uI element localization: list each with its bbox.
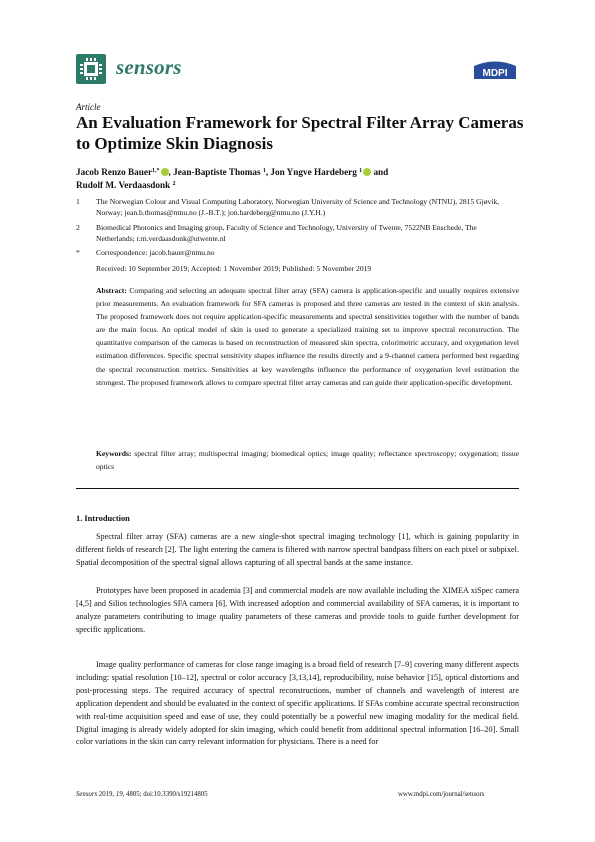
affiliation-text: The Norwegian Colour and Visual Computing Laboratory, Norwegian University of Science and Technology (NTNU), 2815 Gjøvik, Norway; jean.b.thomas@ntnu.no (J.-B.T.); jon.hardeberg@ntnu.no (J.Y.H.) (96, 197, 500, 217)
affiliation-text: Biomedical Photonics and Imaging group, Faculty of Science and Technology, University of Twente, 7522NB Enschede, The Netherlands; r.m.verdaasdonk@utwente.nl (96, 223, 477, 243)
article-type: Article (76, 102, 101, 112)
affiliation-number: 1 (76, 197, 80, 206)
keywords-label: Keywords: (96, 449, 132, 458)
section-divider (76, 488, 519, 489)
affiliation-1 (76, 196, 516, 220)
footer-url[interactable]: www.mdpi.com/journal/sensors (398, 791, 485, 798)
footer-citation (76, 791, 208, 798)
body-paragraph: Image quality performance of cameras for close range imaging is a broad field of research [7–9] covering many different aspects including: spatial resolution [10–12], spectral or color accuracy [3,13,14], reproducibility, noise behavior [15], optical distortions and post-processing steps. The required accuracy of spectral reconstructions, number of channels and wavelength of interest are application dependent and should be evaluated in the context of specific applications. If SFAs combine accurate spectral reconstruction with real-time acquisition speed and ease of use, they could potentially be a powerful new imaging modality for the medical field. Digital imaging is already widely adopted for skin imaging, which could benefit from additional spectral information [16–20]. Small color variations in the skin can carry relevant information for physicians. There is a need for (76, 660, 519, 747)
author-affil-sup: 1 (262, 168, 266, 174)
author-name: Jacob Renzo Bauer (76, 167, 153, 177)
publisher-logo (472, 57, 518, 86)
affiliation-2 (76, 222, 516, 246)
correspondence-marker: * (76, 248, 80, 257)
author-affil-sup: 1 (359, 168, 363, 174)
keywords (96, 447, 519, 473)
author-name: , Jon Yngve Hardeberg (265, 167, 357, 177)
author-conjunction: and (373, 167, 389, 177)
abstract (96, 284, 519, 389)
footer-doi: , 4805; doi:10.3390/s19214805 (122, 791, 208, 798)
keywords-text: spectral filter array; multispectral imaging; biomedical optics; image quality; reflectance spectroscopy; oxygenation; tissue optics (96, 449, 519, 471)
journal-name: sensors (116, 55, 182, 79)
author-affil-sup: 1,* (152, 168, 160, 174)
section-heading: 1. Introduction (76, 514, 130, 523)
abstract-text: Comparing and selecting an adequate spectral filter array (SFA) camera is application-specific and usually requires extensive prior measurements. An evaluation framework for SFA cameras is proposed and three cameras are tested in the context of skin analysis. The proposed framework does not require application-specific measurements and spectral sensitivities together with the number of bands are the main focus. An optical model of skin is used to generate a specialized training set to improve spectral reconstruction. The quantitative comparison of the cameras is based on reconstruction of measured skin spectra, colorimetric accuracy, and oxygenation level estimation differences. Specific spectral sensitivity shapes influence the results directly and a 9-channel camera performed best regarding the spectral reconstruction metrics. Sensitivities at key wavelengths influence the performance of oxygenation level estimation the strongest. The proposed framework allows to compare spectral filter array cameras and can guide their application-specific development. (96, 286, 519, 387)
publisher-logo-text: MDPI (482, 68, 508, 79)
journal-logo (76, 54, 106, 84)
author-name: , Jean-Baptiste Thomas (168, 167, 261, 177)
paper-title: An Evaluation Framework for Spectral Filter Array Cameras to Optimize Skin Diagnosis (76, 113, 524, 153)
abstract-label: Abstract: (96, 286, 127, 295)
orcid-icon (363, 168, 371, 176)
orcid-icon (161, 168, 169, 176)
body-paragraph: Prototypes have been proposed in academia [3] and commercial models are now available including the XIMEA xiSpec camera [4,5] and Silios technologies SFA camera [6]. With increased adoption and commercial availability of SFA cameras, it is important to analyze parameters contributing to image quality parameters of these cameras and provide tools to guide further development for specific applications. (76, 586, 519, 634)
body-paragraph: Spectral filter array (SFA) cameras are a new single-shot spectral imaging technology [1], which is gaining popularity in different fields of research [2]. The light entering the camera is filtered with narrow spectral bandpass filters on each pixel or subpixel. Spatial decomposition of the spectral signal allows capturing of all spectral bands at the same instance. (76, 532, 519, 567)
publication-dates: Received: 10 September 2019; Accepted: 1 November 2019; Published: 5 November 2019 (96, 264, 372, 273)
author-list (76, 166, 516, 192)
author-name: Rudolf M. Verdaasdonk (76, 180, 171, 190)
author-affil-sup: 2 (172, 181, 176, 187)
correspondence-text: Correspondence: jacob.bauer@ntnu.no (96, 248, 215, 257)
affiliation-number: 2 (76, 223, 80, 232)
footer-journal: Sensors (76, 791, 98, 798)
correspondence (76, 247, 516, 259)
footer-volume: 19 (115, 791, 123, 798)
footer-year: 2019, (97, 791, 116, 798)
